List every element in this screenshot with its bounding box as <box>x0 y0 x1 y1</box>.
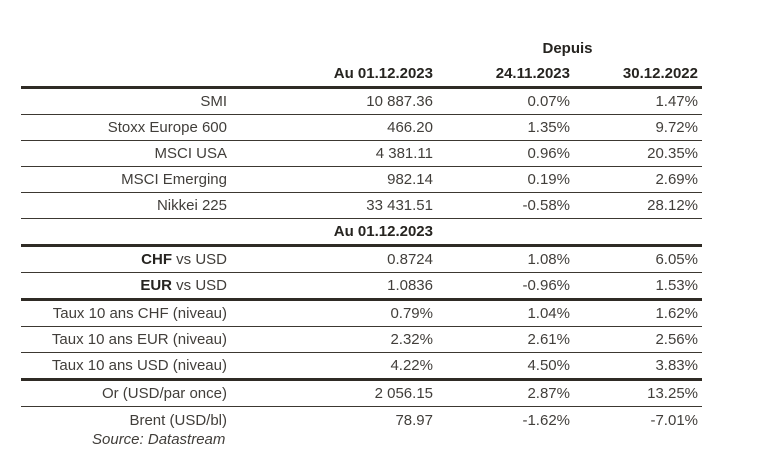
row-eur-vs-usd <box>21 273 702 301</box>
row-since-1: 4.50% <box>527 357 570 374</box>
currency-suffix: vs USD <box>171 251 227 268</box>
row-label: Stoxx Europe 600 <box>107 119 227 136</box>
row-since-2: 20.35% <box>647 145 698 162</box>
header-spacer <box>21 56 433 57</box>
row-value: 2 056.15 <box>374 385 433 402</box>
header-label-spacer <box>21 81 320 82</box>
row-brent-usd-bl <box>21 407 702 433</box>
row-value: 466.20 <box>387 119 433 136</box>
row-since-1: 1.35% <box>527 119 570 136</box>
row-since-2: 9.72% <box>655 119 698 136</box>
row-value: 982.14 <box>387 171 433 188</box>
depuis-header: Depuis <box>542 40 593 57</box>
section-header-spacer <box>21 231 320 232</box>
row-since-2: 6.05% <box>655 251 698 268</box>
row-since-2: 1.62% <box>655 305 698 322</box>
row-msci-emerging <box>21 167 702 193</box>
row-since-2: 2.56% <box>655 331 698 348</box>
row-since-2: 1.47% <box>655 93 698 110</box>
row-taux-10-ans-chf <box>21 301 702 327</box>
row-msci-usa <box>21 141 702 167</box>
row-since-1: 1.08% <box>527 251 570 268</box>
row-since-2: 13.25% <box>647 385 698 402</box>
row-since-1: -0.58% <box>522 197 570 214</box>
row-value: 4 381.11 <box>375 145 433 162</box>
row-since-1: 0.96% <box>527 145 570 162</box>
row-since-1: 0.07% <box>527 93 570 110</box>
source-note: Source: Datastream <box>92 431 226 448</box>
row-since-2: -7.01% <box>650 411 698 429</box>
row-value: 1.0836 <box>387 277 433 294</box>
row-taux-10-ans-eur <box>21 327 702 353</box>
row-label: Nikkei 225 <box>156 197 227 214</box>
row-value: 0.79% <box>390 305 433 322</box>
row-since-2: 1.53% <box>655 277 698 294</box>
row-or-usd-once <box>21 381 702 407</box>
row-label: Taux 10 ans USD (niveau) <box>51 357 227 374</box>
row-since-1: 1.04% <box>527 305 570 322</box>
row-since-2: 28.12% <box>647 197 698 214</box>
section-header-row <box>21 219 702 247</box>
row-since-1: 2.61% <box>527 331 570 348</box>
row-since-1: -1.62% <box>522 411 570 429</box>
row-value: 4.22% <box>390 357 433 374</box>
header-row-dates <box>21 57 702 89</box>
row-taux-10-ans-usd <box>21 353 702 381</box>
header-row-depuis <box>21 33 702 57</box>
row-label: Brent (USD/bl) <box>129 411 227 429</box>
row-value: 2.32% <box>390 331 433 348</box>
row-since-2: 3.83% <box>655 357 698 374</box>
row-label <box>21 251 320 268</box>
row-smi <box>21 89 702 115</box>
row-label: SMI <box>200 93 227 110</box>
row-label: MSCI USA <box>154 145 227 162</box>
row-label: Or (USD/par once) <box>101 385 227 402</box>
row-label: Taux 10 ans CHF (niveau) <box>52 305 227 322</box>
row-nikkei-225 <box>21 193 702 219</box>
row-value: 33 431.51 <box>366 197 433 214</box>
row-stoxx-europe-600 <box>21 115 702 141</box>
row-since-1: -0.96% <box>522 277 570 294</box>
currency-code: CHF <box>141 251 172 268</box>
market-data-table <box>21 33 702 433</box>
row-chf-vs-usd <box>21 247 702 273</box>
row-value: 78.97 <box>395 411 433 429</box>
currency-suffix: vs USD <box>171 277 227 294</box>
row-value: 0.8724 <box>387 251 433 268</box>
row-since-1: 2.87% <box>527 385 570 402</box>
row-label: Taux 10 ans EUR (niveau) <box>51 331 227 348</box>
currency-code: EUR <box>140 277 172 294</box>
col-header-value-date: Au 01.12.2023 <box>333 65 433 82</box>
col-header-since-2: 30.12.2022 <box>622 65 698 82</box>
row-value: 10 887.36 <box>366 93 433 110</box>
row-since-2: 2.69% <box>655 171 698 188</box>
row-since-1: 0.19% <box>527 171 570 188</box>
row-label <box>21 277 320 294</box>
row-label: MSCI Emerging <box>121 171 227 188</box>
col-header-since-1: 24.11.2023 <box>495 65 570 82</box>
section-header-date: Au 01.12.2023 <box>333 223 433 240</box>
